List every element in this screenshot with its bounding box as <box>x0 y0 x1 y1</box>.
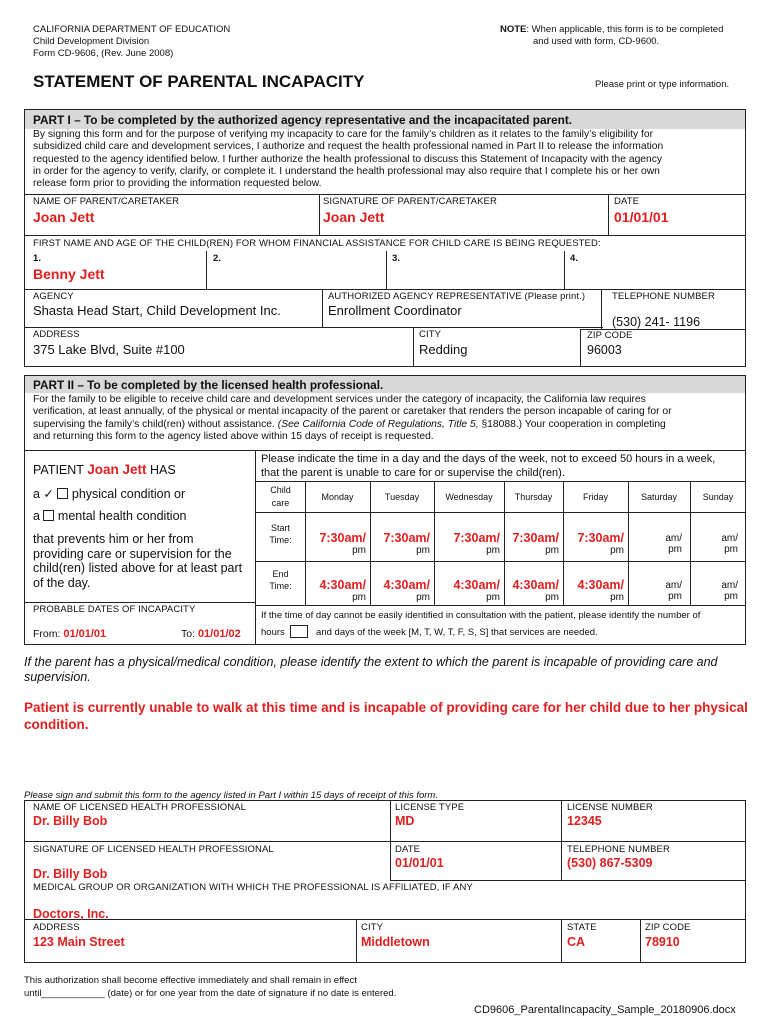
hp-signature-label: SIGNATURE OF LICENSED HEALTH PROFESSIONAL <box>33 844 274 855</box>
days-text: and days of the week [M, T, W, T, F, S, S] that services are needed. <box>316 627 598 638</box>
note-text-2: and used with form, CD-9600. <box>533 36 660 47</box>
start-time-monday[interactable] <box>305 531 366 556</box>
hp-zip-field[interactable]: 78910 <box>645 935 680 949</box>
prevents-line: that prevents him or her from <box>33 532 194 546</box>
part1-intro <box>33 129 743 190</box>
part2-intro <box>33 394 743 443</box>
footer-filename: CD9606_ParentalIncapacity_Sample_20180906.docx <box>474 1004 736 1016</box>
start-time-value: 7:30am/ <box>453 531 500 545</box>
agency-address-label: ADDRESS <box>33 329 80 340</box>
day-saturday: Saturday <box>640 492 678 502</box>
page-title: STATEMENT OF PARENTAL INCAPACITY <box>33 72 365 91</box>
start-time-label <box>256 523 305 545</box>
from-label: From: <box>33 628 61 640</box>
pm-label: pm <box>610 545 624 556</box>
hp-date-field[interactable]: 01/01/01 <box>395 856 444 870</box>
hp-city-label: CITY <box>361 922 384 933</box>
print-note: Please print or type information. <box>595 79 730 90</box>
dept-name: CALIFORNIA DEPARTMENT OF EDUCATION <box>33 24 231 35</box>
child-care-text: Child <box>270 485 291 495</box>
pm-label: pm <box>416 545 430 556</box>
parent-date-field[interactable]: 01/01/01 <box>614 209 669 225</box>
intro-line: release form prior to providing the information requested below. <box>33 178 322 190</box>
agency-phone-field[interactable]: (530) 241- 1196 <box>612 315 701 329</box>
patient-suffix: HAS <box>149 463 176 477</box>
agency-city-label: CITY <box>419 329 442 340</box>
pm-label: pm <box>352 545 366 556</box>
end-time-tuesday[interactable] <box>370 578 430 603</box>
agency-address-field[interactable]: 375 Lake Blvd, Suite #100 <box>33 342 185 357</box>
agency-label: AGENCY <box>33 291 74 302</box>
start-time-tuesday[interactable] <box>370 531 430 556</box>
pm-label: pm <box>668 544 682 555</box>
start-time-wednesday[interactable] <box>434 531 500 556</box>
org-label: MEDICAL GROUP OR ORGANIZATION WITH WHICH THE PROFESSIONAL IS AFFILIATED, IF ANY <box>33 882 473 893</box>
day-wednesday: Wednesday <box>445 492 493 502</box>
patient-line <box>33 462 176 477</box>
prevents-line: providing care or supervision for the <box>33 546 232 561</box>
to-row <box>181 628 241 640</box>
part1-heading: PART I – To be completed by the authorized agency representative and the incapacitated parent. <box>33 113 573 127</box>
mental-checkbox[interactable] <box>43 510 54 521</box>
pm-label: pm <box>724 591 738 602</box>
mental-prefix: a <box>33 509 40 523</box>
pm-label: pm <box>724 544 738 555</box>
license-number-field[interactable]: 12345 <box>567 814 602 828</box>
unidentified-time-line2 <box>261 625 598 638</box>
hp-date-label: DATE <box>395 844 421 855</box>
end-time-value: 4:30am/ <box>453 578 500 592</box>
day-thursday: Thursday <box>514 492 553 502</box>
hours-label: hours <box>261 627 285 638</box>
hp-signature-field[interactable]: Dr. Billy Bob <box>33 867 108 881</box>
intro-line: requested to the agency identified below. I further authorize the health professional to discuss this Statement of Incapacity with the agency <box>33 153 663 165</box>
parent-date-label: DATE <box>614 196 640 207</box>
intro-line: For the family to be eligible to receive child care and development services under the category of incapacity, the California law requires <box>33 394 646 405</box>
pm-label: pm <box>545 592 559 603</box>
end-time-value: am/ <box>721 580 738 591</box>
start-time-sunday[interactable] <box>690 533 738 555</box>
physical-label: physical condition or <box>71 487 186 501</box>
hp-name-field[interactable]: Dr. Billy Bob <box>33 814 108 828</box>
mental-label: mental health condition <box>57 509 187 523</box>
parent-signature-label: SIGNATURE OF PARENT/CARETAKER <box>323 196 497 207</box>
from-row <box>33 628 106 640</box>
start-time-value: 7:30am/ <box>383 531 430 545</box>
child-1-number: 1. <box>33 253 42 264</box>
to-date-field[interactable]: 01/01/02 <box>197 628 241 640</box>
extent-answer-field[interactable]: Patient is currently unable to walk at this time and is incapable of providing care for her child due to her physical condition. <box>24 700 748 732</box>
regulation-citation: (See California Code of Regulations, Title 5, <box>277 418 479 430</box>
end-time-friday[interactable] <box>563 578 624 603</box>
instruction-line: that the parent is unable to care for or supervise the child(ren). <box>261 467 565 479</box>
license-number-label: LICENSE NUMBER <box>567 802 653 813</box>
intro-line <box>33 419 743 431</box>
intro-text: §18088.) Your cooperation in completing <box>478 418 666 430</box>
submit-note: Please sign and submit this form to the agency listed in Part I within 15 days of receipt of this form. <box>24 790 438 801</box>
hours-field[interactable] <box>290 625 308 638</box>
end-time-value: 4:30am/ <box>577 578 624 592</box>
agency-city-field[interactable]: Redding <box>419 342 468 357</box>
day-friday: Friday <box>582 492 608 502</box>
start-time-friday[interactable] <box>563 531 624 556</box>
intro-line: By signing this form and for the purpose of verifying my incapacity to care for the family’s children as it relates to the family’s eligibility for <box>33 129 653 140</box>
extent-question: If the parent has a physical/medical condition, please identify the extent to which the parent is incapable of providing care and supervision. <box>24 655 718 684</box>
day-tuesday: Tuesday <box>384 492 420 502</box>
child-care-label <box>256 485 305 508</box>
agency-field[interactable]: Shasta Head Start, Child Development Inc. <box>33 303 281 318</box>
end-time-value: am/ <box>665 580 682 591</box>
time-instructions <box>261 452 715 480</box>
pm-label: pm <box>416 592 430 603</box>
to-label: To: <box>181 628 196 640</box>
division-name: Child Development Division <box>33 36 150 47</box>
from-date-field[interactable]: 01/01/01 <box>63 628 107 640</box>
check-icon: a ✓ <box>33 487 54 501</box>
start-time-saturday[interactable] <box>628 533 682 555</box>
hp-state-label: STATE <box>567 922 597 933</box>
agency-phone-label: TELEPHONE NUMBER <box>612 291 715 302</box>
pm-label: pm <box>668 591 682 602</box>
note-text: : When applicable, this form is to be completed <box>526 24 724 35</box>
instruction-line: Please indicate the time in a day and the days of the week, not to exceed 50 hours in a week, <box>261 453 716 465</box>
end-time-label <box>256 569 305 591</box>
start-text: Start <box>270 523 290 533</box>
prevents-text <box>33 532 242 590</box>
hp-city-field[interactable]: Middletown <box>361 935 430 949</box>
hp-address-field[interactable]: 123 Main Street <box>33 935 125 949</box>
end-text: Time: <box>269 581 292 591</box>
child-2-number: 2. <box>213 253 222 264</box>
hp-address-label: ADDRESS <box>33 922 80 933</box>
end-time-value: 4:30am/ <box>512 578 559 592</box>
patient-name-field[interactable]: Joan Jett <box>87 462 147 477</box>
license-type-label: LICENSE TYPE <box>395 802 465 813</box>
start-time-value: am/ <box>721 533 738 544</box>
physical-checkbox[interactable] <box>57 488 68 499</box>
org-field[interactable]: Doctors, Inc. <box>33 907 109 921</box>
physical-option[interactable] <box>33 486 185 501</box>
hp-state-field[interactable]: CA <box>567 935 586 949</box>
end-text: End <box>272 569 289 579</box>
hp-zip-label: ZIP CODE <box>645 922 691 933</box>
end-time-value: 4:30am/ <box>319 578 366 592</box>
prevents-line: of the day. <box>33 575 91 590</box>
agency-rep-field[interactable]: Enrollment Coordinator <box>328 303 462 318</box>
end-time-value: 4:30am/ <box>383 578 430 592</box>
pm-label: pm <box>352 592 366 603</box>
agency-zip-field[interactable]: 96003 <box>587 343 622 357</box>
day-sunday: Sunday <box>702 492 734 502</box>
license-type-field[interactable]: MD <box>395 814 415 828</box>
prevents-line: child(ren) listed above for at least part <box>33 561 243 575</box>
pm-label: pm <box>545 545 559 556</box>
end-time-thursday[interactable] <box>504 578 559 603</box>
day-monday: Monday <box>321 492 354 502</box>
intro-line: in order for the agency to verify, clarify, or complete it. I understand the health professional may also require that I complete his or her own <box>33 165 660 177</box>
intro-line: verification, at least annually, of the physical or mental incapacity of the parent or caretaker that renders the person incapable of caring for or <box>33 406 672 418</box>
hp-phone-label: TELEPHONE NUMBER <box>567 844 670 855</box>
note-label: NOTE <box>500 24 527 35</box>
start-time-value: am/ <box>665 533 682 544</box>
authorization-line-1: This authorization shall become effective immediately and shall remain in effect <box>24 975 357 986</box>
pm-label: pm <box>486 545 500 556</box>
intro-text: supervising the family’s child(ren) without assistance. <box>33 418 275 430</box>
intro-line: and returning this form to the agency listed above within 15 days of receipt is requested. <box>33 430 434 442</box>
pm-label: pm <box>486 592 500 603</box>
start-time-thursday[interactable] <box>504 531 559 556</box>
start-time-value: 7:30am/ <box>319 531 366 545</box>
end-time-monday[interactable] <box>305 578 366 603</box>
hp-name-label: NAME OF LICENSED HEALTH PROFESSIONAL <box>33 802 246 813</box>
part2-heading: PART II – To be completed by the licensed health professional. <box>33 378 384 392</box>
probable-dates-label: PROBABLE DATES OF INCAPACITY <box>33 604 196 615</box>
child-care-text: care <box>271 498 290 508</box>
start-text: Time: <box>269 535 292 545</box>
patient-prefix: PATIENT <box>33 463 84 477</box>
parent-signature-field[interactable]: Joan Jett <box>323 209 385 225</box>
parent-name-label: NAME OF PARENT/CARETAKER <box>33 196 180 207</box>
parent-name-field[interactable]: Joan Jett <box>33 209 95 225</box>
child-4-number: 4. <box>570 253 579 264</box>
start-time-value: 7:30am/ <box>512 531 559 545</box>
children-label: FIRST NAME AND AGE OF THE CHILD(REN) FOR WHOM FINANCIAL ASSISTANCE FOR CHILD CARE IS BEING REQUESTED: <box>33 238 601 249</box>
unidentified-time-line1: If the time of day cannot be easily identified in consultation with the patient, please identify the number of <box>261 610 701 621</box>
child-3-number: 3. <box>392 253 401 264</box>
end-time-saturday[interactable] <box>628 580 682 602</box>
pm-label: pm <box>610 592 624 603</box>
mental-option[interactable] <box>33 509 186 523</box>
child-1-field[interactable]: Benny Jett <box>33 266 105 282</box>
agency-zip-label: ZIP CODE <box>587 330 633 341</box>
note <box>500 24 723 35</box>
authorization-line-2: until____________ (date) or for one year from the date of signature if no date is entered. <box>24 988 397 999</box>
intro-line: subsidized child care and development services, I authorize and request the health professional named in Part II to release the information <box>33 141 664 153</box>
start-time-value: 7:30am/ <box>577 531 624 545</box>
form-number: Form CD-9606, (Rev. June 2008) <box>33 48 174 59</box>
end-time-sunday[interactable] <box>690 580 738 602</box>
agency-rep-label: AUTHORIZED AGENCY REPRESENTATIVE (Please print.) <box>328 291 586 302</box>
hp-phone-field[interactable]: (530) 867-5309 <box>567 856 653 870</box>
end-time-wednesday[interactable] <box>434 578 500 603</box>
